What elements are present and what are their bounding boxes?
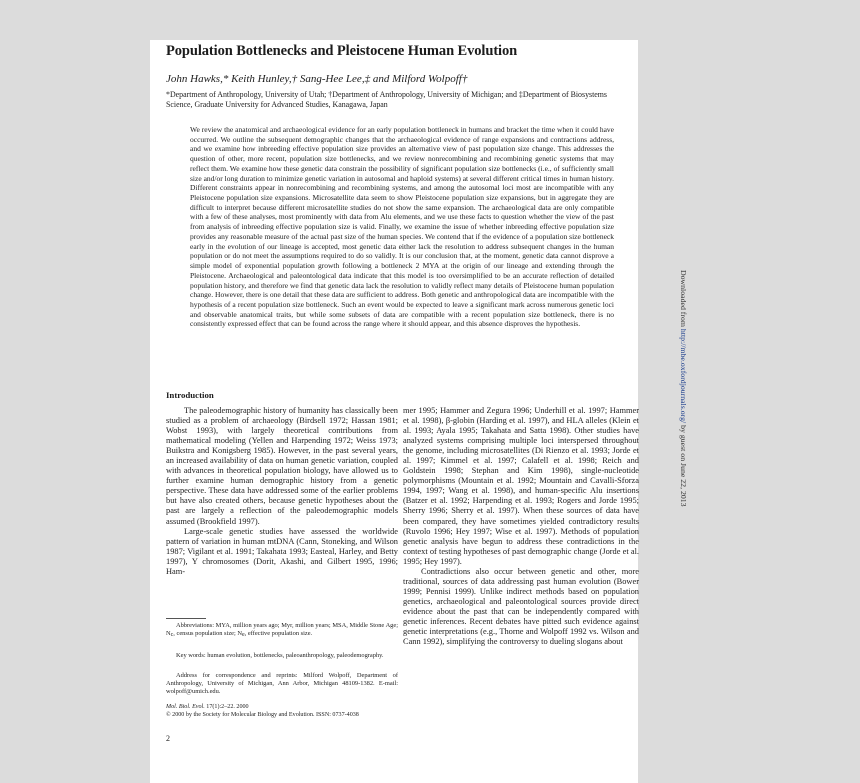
body-paragraph: Large-scale genetic studies have assessed the worldwide pattern of variation in human mtDNA (Cann, Stoneking, and Wilson 1987; Vigilant et al. 1991; Takahata 1993; Easteal, Harley, and Betty 1997), Y chromosomes (Dorit, Akashi, and Gilbert 1995, 1996; Ham-	[166, 526, 398, 576]
article-title: Population Bottlenecks and Pleistocene Human Evolution	[166, 43, 518, 59]
section-heading: Introduction	[166, 390, 214, 400]
body-paragraph: Contradictions also occur between genetic and other, more traditional, sources of data addressing past human evolution (Bower 1999; Pennisi 1999). Unlike indirect methods based on population genetics, archaeological and paleontological sources provide direct evidence about the past that can be independently compared with genetic inferences. Recent debates have pitted such evidence against genetic interpretations (e.g., Thorne and Wolpoff 1992 vs. Wilson and Cann 1992), simplifying the controversy to dueling slogans about	[403, 566, 639, 647]
body-paragraph: mer 1995; Hammer and Zegura 1996; Underhill et al. 1997; Hammer et al. 1998), β-globin (Harding et al. 1997), and HLA alleles (Klein et al. 1993; Ayala 1995; Takahata and Satta 1998). Other studies have analyzed systems comprising multiple loci interspersed throughout the genome, including microsatellites (Di Rienzo et al. 1993; Jorde et al. 1997; Kimmel et al. 1997; Calafell et al. 1998; Reich and Goldstein 1998; Stephan and Kim 1998), single-nucleotide polymorphisms (Mountain et al. 1992; Mountain and Cavalli-Sforza 1994, 1997; Wang et al. 1998), and human-specific Alu insertions (Batzer et al. 1992; Harpending et al. 1993; Rogers and Jorde 1995; Sherry 1996; Sherry et al. 1997). When these sources of data have been compared, they have sometimes yielded contradictory results (Ruvolo 1996; Hey 1997; Wise et al. 1997). Methods of population genetic analysis have begun to address these contradictions in the context of testing hypotheses of past demographic change (Jorde et al. 1995; Hey 1997).	[403, 406, 639, 566]
paper-page	[150, 40, 638, 783]
footnote-rule	[166, 618, 206, 619]
article-authors: John Hawks,* Keith Hunley,† Sang-Hee Lee,‡ and Milford Wolpoff†	[166, 73, 468, 85]
body-column-left	[166, 406, 398, 628]
footnote-keywords: Key words: human evolution, bottlenecks, paleoanthropology, paleodemography.	[176, 652, 384, 659]
footnote-correspondence: Address for correspondence and reprints: Milford Wolpoff, Department of Anthropology, University of Michigan, Ann Arbor, Michigan 48109-1382. E-mail: wolpoff@umich.edu.	[166, 672, 398, 695]
download-sidebar	[681, 270, 695, 600]
journal-citation: Mol. Biol. Evol. 17(1):2–22. 2000 © 2000 by the Society for Molecular Biology and Evolution. ISSN: 0737-4038	[166, 704, 398, 720]
copyright: © 2000 by the Society for Molecular Biology and Evolution. ISSN: 0737-4038	[166, 711, 359, 718]
body-paragraph: The paleodemographic history of humanity has classically been studied as a problem of archaeology (Birdsell 1972; Hassan 1981; Wobst 1993), with largely theoretical contributions from mathematical modeling (Yellen and Harpending 1972; Weiss 1973; Buikstra and Konigsberg 1985). However, in the past several years, an increased availability of data on human genetic variation, coupled with advances in theoretical population biology, have allowed us to further examine human demographic history from a genetic perspective. These data have addressed some of the earlier problems but have also created others, because genetic hypotheses about the past are largely a reflection of the paleodemographic models assumed (Brookfield 1997).	[166, 406, 398, 526]
journal-link[interactable]: http://mbe.oxfordjournals.org/	[679, 328, 688, 424]
footnote-abbreviations: Abbreviations: MYA, million years ago; Myr, million years; MSA, Middle Stone Age; Nc, census population size; Ne, effective population size.	[166, 622, 398, 638]
affiliations: *Department of Anthropology, University of Utah; †Department of Anthropology, University of Michigan; and ‡Department of Biosystems Science, Graduate University for Advanced Studies, Kanagawa, Japan	[166, 90, 607, 109]
download-notice: Downloaded from http://mbe.oxfordjournals.org/ by guest on June 22, 2013	[679, 270, 688, 507]
abstract: We review the anatomical and archaeological evidence for an early population bottleneck in humans and bracket the time when it could have occurred. We outline the subsequent demographic changes that the archaeological evidence of range expansions and contractions address, and we examine how inbreeding effective population size provides an alternative view of past population size change. This addresses the question of other, more recent, population size bottlenecks, and we review nonrecombining and recombining genetic systems that may reflect them. We examine how these genetic data constrain the possibility of significant population size bottlenecks (i.e., of sufficiently small size and/or long duration to minimize genetic variation in autosomal and haploid systems) at several different critical times in human history. Different constraints appear in nonrecombining and recombining systems, and among the autosomal loci most are incompatible with any Pleistocene population size expansions. Microsatellite data seem to show Pleistocene population size expansions, but in aggregate they are difficult to interpret because different microsatellite studies do not show the same expansion. The archaeological data are only compatible with a few of these analyses, most prominently with data from Alu elements, and we use these facts to question whether the view of the past from analysis of inbreeding effective population size is valid. Finally, we examine the issue of whether inbreeding effective population size provides any reasonable measure of the actual past size of the human species. We contend that if the evidence of a population size bottleneck early in the evolution of our lineage is accepted, most genetic data either lack the resolution to address subsequent changes in the human population or do not meet the assumptions required to do so validly. It is our conclusion that, at the moment, genetic data cannot disprove a simple model of exponential population growth following a bottleneck 2 MYA at the origin of our lineage and extending through the Pleistocene. Archaeological and paleontological data indicate that this model is too oversimplified to be an accurate reflection of detailed population history, and therefore we find that genetic data lack the resolution to validly reflect many details of Pleistocene human population change. However, there is one detail that these data are sufficient to address. Both genetic and anthropological data are incompatible with the hypothesis of a recent population size bottleneck. Such an event would be expected to leave a significant mark across numerous genetic loci and observable anatomical traits, but while some subsets of data are compatible with a recent population size bottleneck, there is no consistently expressed effect that can be found across the range where it should appear, and this absence disproves the hypothesis.	[190, 125, 614, 329]
page-number: 2	[166, 734, 170, 743]
journal-name: Mol. Biol. Evol.	[166, 704, 205, 710]
body-column-right	[403, 406, 639, 726]
